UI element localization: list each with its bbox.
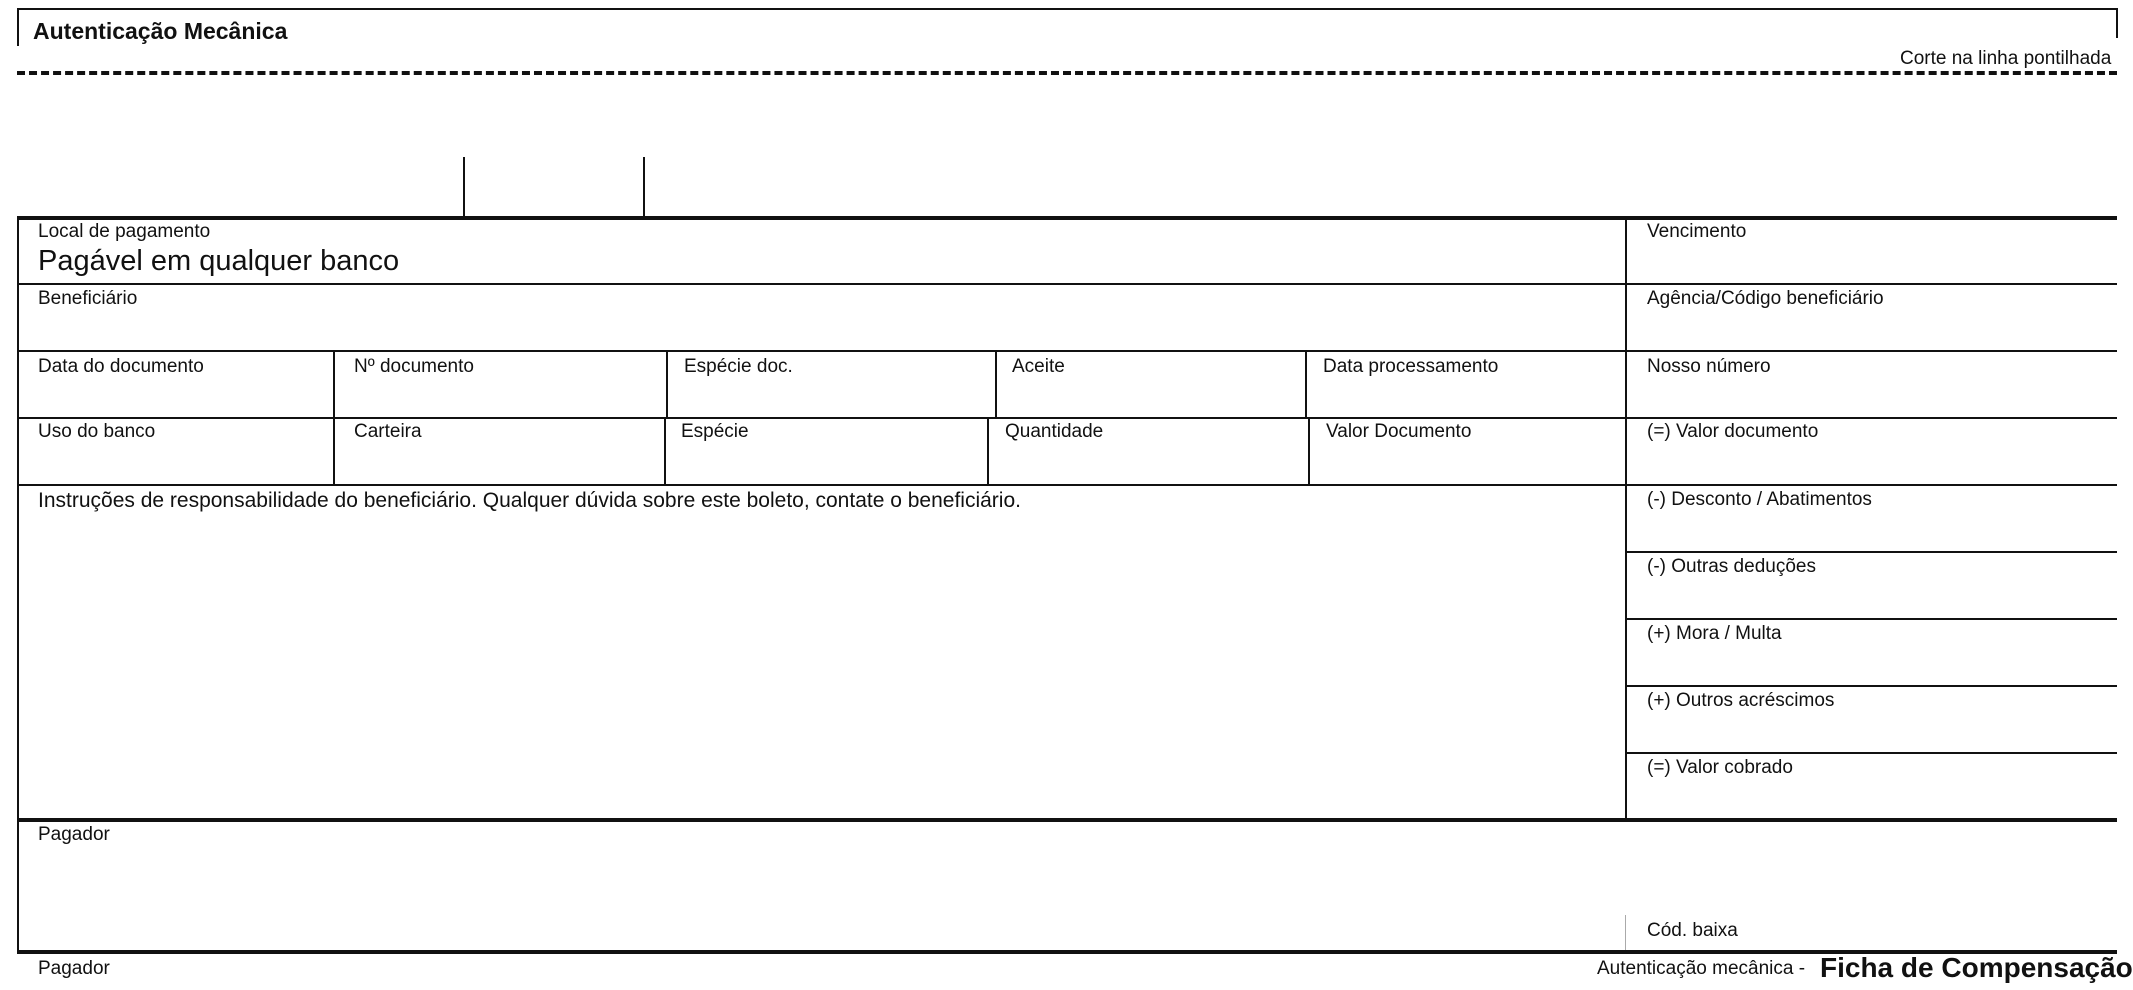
especie-doc-label: Espécie doc. [684, 356, 793, 377]
rule-4 [17, 484, 2117, 486]
r3-divider-3 [995, 350, 997, 418]
local-pagamento-label: Local de pagamento [38, 221, 211, 242]
beneficiario-label: Beneficiário [38, 288, 138, 309]
especie-label: Espécie [681, 421, 749, 442]
n-documento-label: Nº documento [354, 356, 474, 377]
cod-baixa-divider [1625, 915, 1626, 951]
uso-banco-label: Uso do banco [38, 421, 156, 442]
header-title: Autenticação Mecânica [33, 18, 288, 44]
r4-divider-1 [333, 417, 335, 485]
top-border [17, 8, 2118, 10]
cod-baixa-label: Cód. baixa [1647, 920, 1738, 941]
r4-divider-4 [1308, 417, 1310, 485]
rule-2 [17, 350, 2117, 352]
instructions-text: Instruções de responsabilidade do beneficiário. Qualquer dúvida sobre este boleto, contate o beneficiário. [38, 489, 1021, 512]
rule-r8 [1625, 752, 2117, 754]
dashed-cut-line [17, 71, 2117, 75]
rule-r5 [1625, 551, 2117, 553]
data-documento-label: Data do documento [38, 356, 204, 377]
valor-documento-right-label: (=) Valor documento [1647, 421, 1819, 442]
desconto-label: (-) Desconto / Abatimentos [1647, 489, 1872, 510]
outras-deducoes-label: (-) Outras deduções [1647, 556, 1816, 577]
main-top-border [17, 216, 2117, 220]
nosso-numero-label: Nosso número [1647, 356, 1771, 377]
outros-acrescimos-label: (+) Outros acréscimos [1647, 690, 1835, 711]
mora-multa-label: (+) Mora / Multa [1647, 623, 1782, 644]
top-right-border [2116, 8, 2118, 38]
main-left-border [17, 216, 19, 954]
rule-3 [17, 417, 2117, 419]
r3-divider-4 [1305, 350, 1307, 418]
bank-divider-1 [463, 157, 465, 217]
bank-divider-2 [643, 157, 645, 217]
local-pagamento-value: Pagável em qualquer banco [38, 245, 400, 277]
cut-note: Corte na linha pontilhada [1900, 48, 2112, 69]
valor-documento-label: Valor Documento [1326, 421, 1472, 442]
r4-divider-3 [987, 417, 989, 485]
r3-divider-2 [666, 350, 668, 418]
footer-autenticacao: Autenticação mecânica - [1597, 958, 1806, 979]
quantidade-label: Quantidade [1005, 421, 1104, 442]
valor-cobrado-label: (=) Valor cobrado [1647, 757, 1793, 778]
pagador-label: Pagador [38, 824, 110, 845]
footer-ficha-compensacao: Ficha de Compensação [1820, 952, 2133, 983]
r4-divider-2 [664, 417, 666, 485]
rule-1 [17, 283, 2117, 285]
vencimento-label: Vencimento [1647, 221, 1747, 242]
data-processamento-label: Data processamento [1323, 356, 1499, 377]
rule-pagador-top [17, 818, 2117, 822]
rule-r6 [1625, 618, 2117, 620]
footer-pagador: Pagador [38, 958, 110, 979]
agencia-codigo-label: Agência/Código beneficiário [1647, 288, 1884, 309]
right-column-divider [1625, 216, 1627, 820]
rule-bottom [17, 950, 2117, 954]
aceite-label: Aceite [1012, 356, 1065, 377]
rule-r7 [1625, 685, 2117, 687]
r3-divider-1 [333, 350, 335, 418]
carteira-label: Carteira [354, 421, 422, 442]
top-left-border [17, 8, 19, 46]
